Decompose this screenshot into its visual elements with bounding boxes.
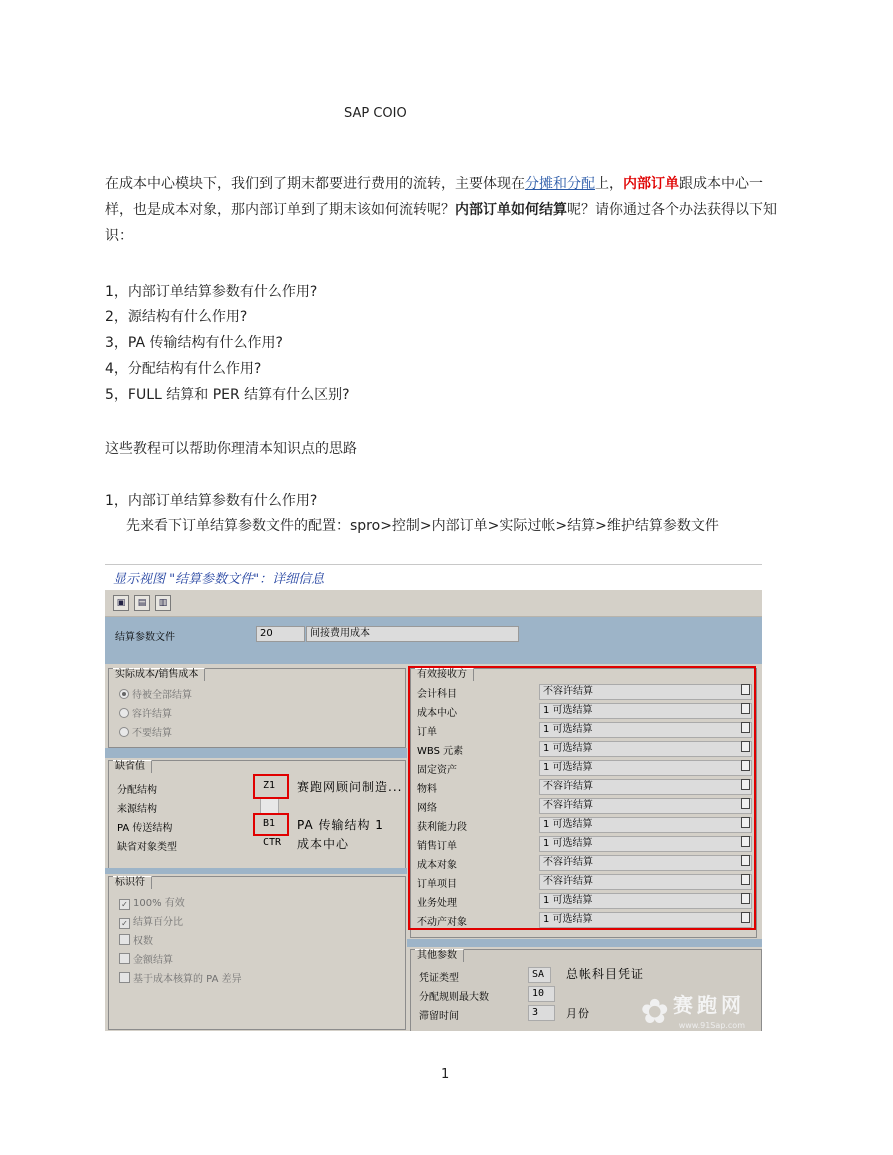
receiver-label: 物料	[417, 784, 437, 795]
receiver-select[interactable]: 不容许结算	[539, 874, 752, 890]
separator-band	[407, 939, 762, 947]
allocation-structure-field[interactable]: Z1	[263, 780, 276, 791]
receiver-label: 获利能力段	[417, 822, 467, 833]
question-1: 1，内部订单结算参数有什么作用?	[105, 284, 318, 300]
receiver-select[interactable]: 不容许结算	[539, 684, 752, 700]
intro-text-1: 在成本中心模块下，我们到了期末都要进行费用的流转，主要体现在	[105, 176, 525, 192]
retention-unit: 月份	[566, 1007, 590, 1020]
checkbox-label: 100% 有效	[133, 898, 185, 909]
receiver-label: 不动产对象	[417, 917, 467, 928]
checkbox-label: 基于成本核算的 PA 差异	[133, 974, 242, 985]
receiver-select[interactable]: 1 可选结算	[539, 760, 752, 776]
group-title: 有效接收方	[415, 668, 474, 681]
checkbox-100-valid[interactable]	[119, 894, 185, 910]
radio-settle-all[interactable]	[119, 686, 192, 701]
checkbox-label: 结算百分比	[133, 917, 183, 928]
radio-label: 不要结算	[132, 728, 172, 739]
receiver-select[interactable]: 1 可选结算	[539, 741, 752, 757]
radio-label: 待被全部结算	[132, 690, 192, 701]
receiver-label: WBS 元素	[417, 746, 464, 757]
receiver-select[interactable]: 1 可选结算	[539, 912, 752, 928]
group-title: 实际成本/销售成本	[113, 668, 205, 681]
receiver-label: 业务处理	[417, 898, 457, 909]
intro-text-4: 呢？请你通过各个办法获得以下知识：	[105, 202, 777, 244]
doc-type-desc: 总帐科目凭证	[566, 967, 645, 981]
radio-label: 容许结算	[132, 709, 172, 720]
watermark-url: www.91Sap.com	[678, 1021, 745, 1030]
checkbox-checked-icon: ✓	[119, 899, 130, 910]
tutorial-note: 这些教程可以帮助你理清本知识点的思路	[105, 441, 357, 457]
allocation-structure-label: 分配结构	[117, 785, 157, 796]
internal-order-highlight: 内部订单	[623, 176, 679, 192]
checkbox-icon	[119, 953, 130, 964]
source-structure-field[interactable]	[260, 798, 279, 814]
question-5: 5，FULL 结算和 PER 结算有什么区别?	[105, 387, 350, 403]
other-params-group	[410, 949, 762, 1031]
source-structure-label: 来源结构	[117, 804, 157, 815]
intro-paragraph	[105, 171, 785, 249]
pa-transfer-field[interactable]: B1	[263, 818, 276, 829]
checkbox-icon	[119, 972, 130, 983]
indicators-group	[108, 876, 406, 1030]
pa-transfer-label: PA 传送结构	[117, 823, 173, 834]
separator-band	[105, 748, 407, 758]
profile-value-field[interactable]: 20	[256, 626, 305, 642]
separator-band	[105, 868, 407, 874]
watermark-text: 赛跑网	[673, 993, 745, 1017]
defaults-group	[108, 760, 406, 869]
receiver-label: 销售订单	[417, 841, 457, 852]
radio-icon	[119, 708, 129, 718]
receiver-label: 订单	[417, 727, 437, 738]
radio-icon	[119, 727, 129, 737]
receiver-label: 网络	[417, 803, 437, 814]
section-1-text: 先来看下订单结算参数文件的配置：spro>控制>内部订单>实际过帐>结算>维护结算参数文件	[126, 518, 719, 534]
receiver-select[interactable]: 1 可选结算	[539, 817, 752, 833]
default-object-type-desc: 成本中心	[297, 837, 350, 851]
actual-cost-group	[108, 668, 406, 748]
allocation-structure-desc: 赛跑网顾问制造...	[297, 780, 403, 794]
group-title: 其他参数	[415, 949, 464, 962]
sap-toolbar	[105, 590, 762, 617]
checkbox-icon	[119, 934, 130, 945]
question-4: 4，分配结构有什么作用?	[105, 361, 262, 377]
page-number: 1	[441, 1067, 450, 1082]
highlight-box-receivers	[408, 666, 756, 930]
checkbox-settle-percent[interactable]	[119, 913, 183, 929]
profile-description: 间接费用成本	[306, 626, 519, 642]
highlight-box-pa-transfer	[253, 813, 289, 836]
radio-settle-allowed[interactable]	[119, 705, 172, 720]
intro-text-2: 上，	[595, 176, 623, 192]
receiver-select[interactable]: 不容许结算	[539, 798, 752, 814]
receiver-select[interactable]: 不容许结算	[539, 855, 752, 871]
checkbox-amount-settle[interactable]	[119, 951, 173, 966]
max-rules-field[interactable]: 10	[528, 986, 555, 1002]
receiver-label: 会计科目	[417, 689, 457, 700]
receiver-label: 成本中心	[417, 708, 457, 719]
pa-transfer-desc: PA 传输结构 1	[297, 818, 384, 832]
divider	[105, 564, 762, 565]
retention-label: 滞留时间	[419, 1011, 459, 1022]
settlement-emphasis: 内部订单如何结算	[455, 202, 567, 218]
default-object-type-field[interactable]: CTR	[263, 837, 282, 848]
sap-window-title: 显示视图 "结算参数文件"：详细信息	[113, 572, 325, 587]
group-title: 标识符	[113, 876, 152, 889]
radio-no-settle[interactable]	[119, 724, 172, 739]
receiver-select[interactable]: 1 可选结算	[539, 836, 752, 852]
max-rules-label: 分配规则最大数	[419, 992, 489, 1003]
watermark-logo-icon: ✿	[640, 992, 669, 1031]
checkbox-checked-icon: ✓	[119, 918, 130, 929]
radio-selected-icon	[119, 689, 129, 699]
receiver-select[interactable]: 1 可选结算	[539, 722, 752, 738]
copy-icon[interactable]: ▤	[134, 595, 150, 611]
checkbox-pa-variance[interactable]	[119, 970, 242, 985]
checkbox-weights[interactable]	[119, 932, 153, 947]
checkbox-label: 权数	[133, 936, 153, 947]
question-2: 2，源结构有什么作用?	[105, 309, 248, 325]
receiver-select[interactable]: 1 可选结算	[539, 703, 752, 719]
display-icon[interactable]: ▣	[113, 595, 129, 611]
section-1-heading: 1，内部订单结算参数有什么作用?	[105, 493, 318, 509]
checkbox-label: 金额结算	[133, 955, 173, 966]
header-band	[105, 617, 762, 664]
highlight-box-allocation	[253, 774, 289, 799]
doc-title: SAP COIO	[344, 106, 407, 121]
receiver-label: 成本对象	[417, 860, 457, 871]
receiver-label: 订单项目	[417, 879, 457, 890]
doc-type-field[interactable]: SA	[528, 967, 551, 983]
retention-field[interactable]: 3	[528, 1005, 555, 1021]
doc-type-label: 凭证类型	[419, 973, 459, 984]
receiver-label: 固定资产	[417, 765, 457, 776]
intro-text-3: 跟成本中心一样，也是成本对象，那内部订单到了期末该如何流转呢？	[105, 176, 763, 218]
sap-screenshot	[105, 590, 762, 1031]
profile-label: 结算参数文件	[115, 632, 175, 643]
receiver-select[interactable]: 1 可选结算	[539, 893, 752, 909]
save-icon[interactable]: ▥	[155, 595, 171, 611]
allocation-link[interactable]: 分摊和分配	[525, 176, 595, 192]
question-3: 3，PA 传输结构有什么作用?	[105, 335, 283, 351]
default-object-type-label: 缺省对象类型	[117, 842, 177, 853]
group-title: 缺省值	[113, 760, 152, 773]
receiver-select[interactable]: 不容许结算	[539, 779, 752, 795]
